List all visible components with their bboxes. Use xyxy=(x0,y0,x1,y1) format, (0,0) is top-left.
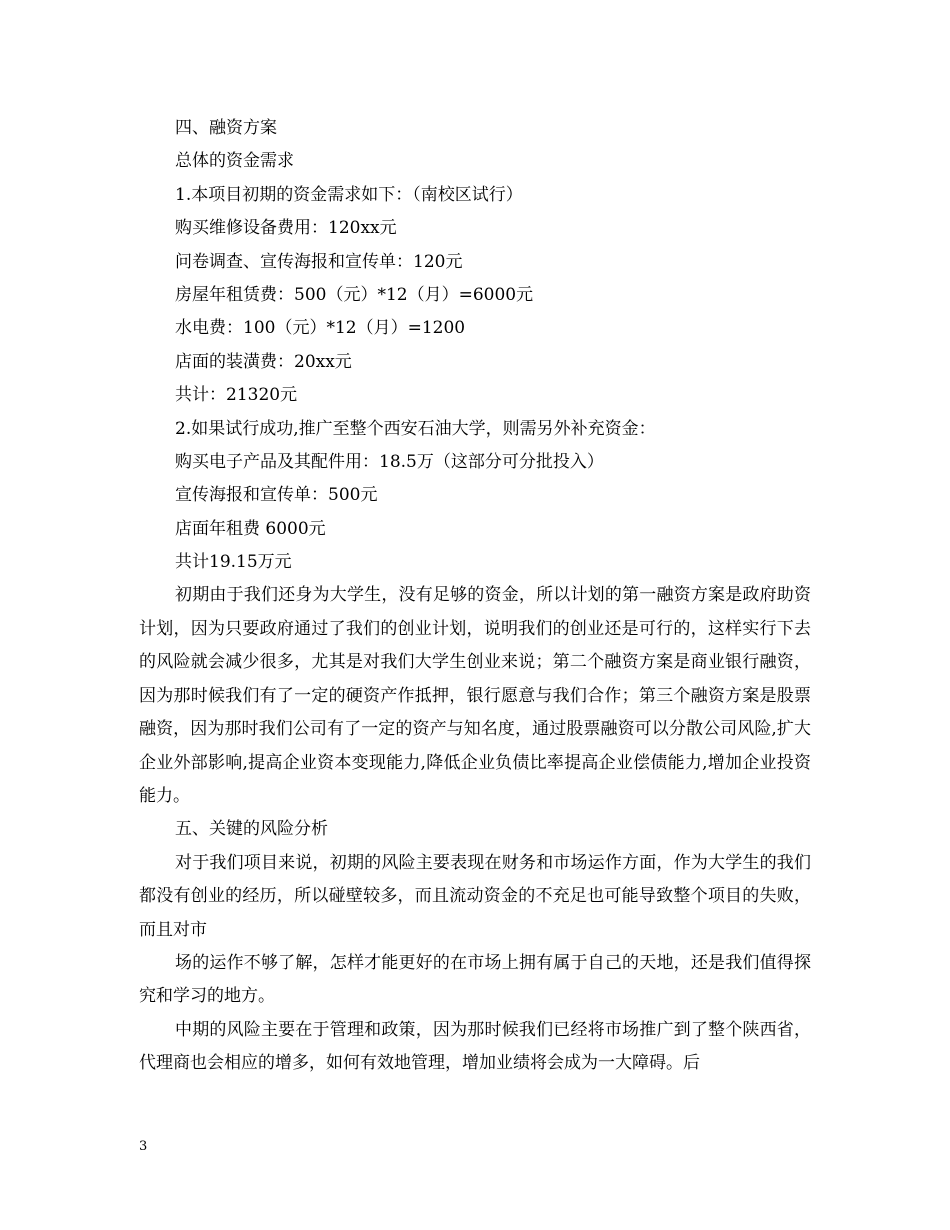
text-line: 购买维修设备费用：120xx元 xyxy=(175,218,397,239)
text-line: 问卷调查、宣传海报和宣传单：120元 xyxy=(175,251,463,272)
paragraph-risk-initial: 对于我们项目来说，初期的风险主要表现在财务和市场运作方面，作为大学生的我们都没有创业的经历，所以碰壁较多，而且流动资金的不充足也可能导致整个项目的失败，而且对市 xyxy=(139,852,811,940)
section-heading-financing: 四、融资方案 xyxy=(175,118,277,138)
page-content xyxy=(139,112,811,1081)
paragraph-risk-market: 场的运作不够了解，怎样才能更好的在市场上拥有属于自己的天地，还是我们值得探究和学习的地方。 xyxy=(139,952,811,1007)
text-line: 店面的装潢费：20xx元 xyxy=(175,351,352,372)
paragraph-financing: 初期由于我们还身为大学生，没有足够的资金，所以计划的第一融资方案是政府助资计划，因为只要政府通过了我们的创业计划，说明我们的创业还是可行的，这样实行下去的风险就会减少很多，尤其是对我们大学生创业来说；第二个融资方案是商业银行融资，因为那时候我们有了一定的硬资产作抵押，银行愿意与我们合作；第三个融资方案是股票融资，因为那时我们公司有了一定的资产与知名度，通过股票融资可以分散公司风险,扩大企业外部影响,提高企业资本变现能力,降低企业负债比率提高企业偿债能力,增加企业投资能力。 xyxy=(139,585,811,806)
subheading-capital-needs: 总体的资金需求 xyxy=(175,151,294,172)
text-line: 水电费：100（元）*12（月）=1200 xyxy=(175,318,466,339)
text-line: 购买电子产品及其配件用：18.5万（这部分可分批投入） xyxy=(175,451,604,472)
page-number: 3 xyxy=(139,1139,148,1154)
paragraph-risk-mid: 中期的风险主要在于管理和政策，因为那时候我们已经将市场推广到了整个陕西省，代理商也会相应的增多，如何有效地管理，增加业绩将会成为一大障碍。后 xyxy=(139,1019,811,1074)
text-line: 房屋年租赁费：500（元）*12（月）=6000元 xyxy=(175,284,534,305)
text-line: 1.本项目初期的资金需求如下：（南校区试行） xyxy=(175,184,523,205)
text-line: 宣传海报和宣传单：500元 xyxy=(175,485,378,506)
text-line: 2.如果试行成功,推广至整个西安石油大学，则需另外补充资金： xyxy=(175,418,656,439)
section-heading-risk: 五、关键的风险分析 xyxy=(175,819,328,840)
text-line: 店面年租费 6000元 xyxy=(175,518,326,539)
text-line: 共计：21320元 xyxy=(175,385,298,406)
text-line: 共计19.15万元 xyxy=(175,552,292,573)
